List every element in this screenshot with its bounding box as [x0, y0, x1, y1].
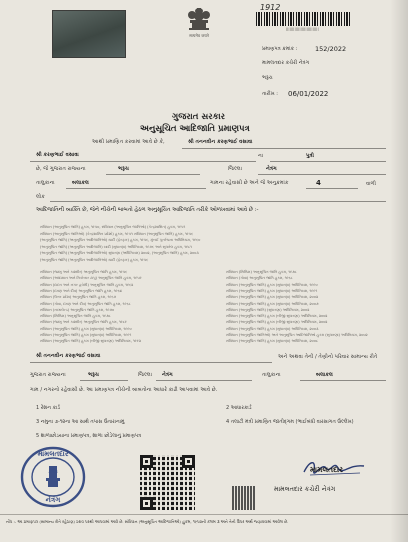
state-text: છે, જે ગુજરાત રાજ્યના: [36, 166, 86, 172]
order-item: સંવિધાન (દમણ અને દીવ) અનુસૂચિત જાતિ હુકમ, ૧૯૬૪: [40, 288, 122, 293]
barcode: [256, 12, 352, 26]
date-label: તારીખ :: [262, 91, 278, 97]
order-item: સંવિધાન (દાદરા અને નગર હવેલી) અનુસૂચિત જાતિ હુકમ, ૧૯૬૨: [40, 282, 134, 287]
taluka-value: બલાકલ: [72, 180, 89, 186]
list-intro: આદિજાતિની વ્યક્તિ છે, જેને નીચેની બાબતો હેઠળ અનુસૂચિત આદિજાતિ તરીકે ઓળખવામાં આવે છે :-: [36, 207, 259, 213]
residence-district-2: નેત્રંગ: [162, 372, 173, 378]
certificate-title: અનુસૂચિત આદિજાતિ પ્રમાણપત્ર: [140, 124, 250, 134]
order-item: સંવિધાન (ગોવા, દમણ અને દીવ) અનુસૂચિત જાતિ હુકમ, ૧૯૬૮: [40, 301, 131, 306]
residence-district: ભરૂચ: [88, 372, 100, 378]
father-name: શ્રી કરણભાઈ વસાવા: [36, 152, 79, 158]
order-item: સંવિધાન (અનુસૂચિત જાતિઓ) અને અનુસૂચિત આદિજાતિઓ હુકમ (સુધારણા) અધિનિયમ, ૨૦૦૨: [226, 333, 368, 337]
order-item: સંવિધાન (અનુસૂચિત જાતિ) હુકમ (બીજી સુધારણા) અધિનિયમ, ૧૯૯૨: [40, 339, 141, 344]
doc-item-3: 3 નમુના ૭-૧૨ના આ સાથે તપાસ ઉતારાનામું: [36, 419, 125, 425]
svg-text:सत्यमेव जयते: सत्यमेव जयते: [189, 33, 209, 38]
verification-qr-code: [140, 455, 195, 510]
residence-district-label: જિલ્લા: [138, 372, 152, 378]
order-item: સંવિધાન (અનુસૂચિત જાતિ) હુકમ (સુધારણા) અધિનિયમ, ૧૯૯૦: [226, 282, 318, 287]
official-stamp-icon: [20, 446, 86, 508]
village-text: ગામના રહેવાસી છે અને જે અનુક્રમાંક: [210, 180, 289, 186]
jati-text: વાળી: [366, 181, 377, 187]
order-item: સંવિધાન (અનુસૂચિત જાતિ) હુકમ, ૧૯૫૦, સંવિધાન (અનુસૂચિત જાતિઓ) (કેન્દ્રશાસિત) હુકમ, ૧૯૫૧: [40, 225, 186, 229]
doc-item-2: 2 આધારકાર્ડ: [226, 405, 252, 411]
order-item: સંવિધાન (સિક્કિમ) અનુસૂચિત જાતિ હુકમ, ૧૯૭૮: [40, 314, 111, 319]
order-item: સંવિધાન (જમ્મુ અને કાશ્મીર) અનુસૂચિત જાતિ હુકમ, ૧૯૮૯: [40, 320, 127, 325]
signatory-office: મામલતદાર કચેરી નેત્રંગ: [274, 485, 336, 493]
order-item: સંવિધાન (અનુસૂચિત જાતિ) હુકમ (સુધારણા) અધિનિયમ, ૨૦૦૩: [226, 326, 319, 331]
order-item: સંવિધાન (અનુસૂચિત જાતિ) હુકમ (બીજી સુધારણા) અધિનિયમ, ૨૦૦૨: [226, 320, 328, 325]
stamp-bottom-text: નેત્રંગ: [45, 496, 61, 504]
cert-no-label: પ્રમાણપત્ર ક્રમાંક :: [262, 46, 298, 52]
district-value: ભરૂચ: [118, 166, 130, 172]
residence-name: શ્રી તનનવીન કરણભાઈ વસાવા: [36, 353, 101, 359]
order-item: સંવિધાન (ગોવા) અનુસૂચિત જાતિ હુકમ, ૧૯૬૮: [226, 276, 293, 281]
residence-state: ગુજરાત રાજ્યના: [30, 372, 66, 378]
order-item: સંવિધાન (નાગાલેન્ડ) અનુસૂચિત જાતિ હુકમ, ૧૯૭૦: [40, 307, 115, 312]
order-item: સંવિધાન (સિક્કિમ) અનુસૂચિત જાતિ હુકમ, ૧૯૭૮: [226, 270, 297, 274]
footer-note: નોંધ :- આ પ્રમાણપત્ર (સામાન્ય રીતે રહેઠાણ) ઠરાવ પરથી આપવામાં આવે છે. સંવિધાન (અનુસૂચિત આદિજાતિઓ) હુકમ, ૧૯૫૦ની કલમ ૩ અને તેની ઉપર અર્થ જણાવવામાં આવેલ છે.: [6, 519, 289, 524]
signatory-designation: મામલતદાર: [310, 465, 343, 474]
relation-value: પુત્રી: [306, 153, 315, 159]
order-item: સંવિધાન (અનુસૂચિત જાતિ) હુકમ (સુધારણા) અધિનિયમ, ૨૦૦૮: [226, 339, 318, 344]
place: ભરૂચ: [262, 75, 273, 81]
serial-no: 4: [316, 179, 321, 187]
stamp-mid-text: કચેરી: [48, 469, 58, 474]
residence-taluka-label: તાલુકાના: [262, 372, 281, 378]
order-item: (અનુસૂચિત જાતિ) (અનુસૂચિત આદિજાતિઓ) યાદી (ફેરફાર) હુકમ, ૧૯૫૬, મુંબઈ પુનર્રચના અધિનિયમ, ૧૯૬૦: [40, 238, 201, 242]
barcode-digits: |||||||||||||||||||||||||||: [286, 27, 319, 31]
applicant-photo: [52, 10, 126, 58]
residence-text-2: ગામ / નગરનો રહેવાસી છે. આ પ્રમાણપત્ર નીચેની બાબતોના આધારે કાઢી આપવામાં આવે છે.: [30, 387, 218, 393]
lok-text: લોક: [36, 194, 45, 200]
secondary-qr-code: [232, 486, 256, 510]
doc-item-1: 1 રેશન કાર્ડ: [36, 405, 61, 411]
order-item: સંવિધાન (આંદામાન અને નિકોબાર ટાપુ) અનુસૂચિત જાતિ હુકમ, ૧૯૫૯: [40, 276, 142, 281]
taluka-label: તાલુકાના: [36, 180, 55, 186]
issuer-line: મામલતદાર કચેરી નેત્રંગ: [262, 60, 310, 66]
order-item: સંવિધાન (અનુસૂચિત જાતિ) (સુધારણા) અધિનિયમ, ૨૦૦૨: [226, 307, 310, 312]
national-emblem-icon: [186, 6, 212, 44]
doc-item-5: 5 શાળાછોડયાના પ્રમાણપત્ર, શાળા છોડેલાનું પ્રમાણપત્ર: [36, 433, 142, 439]
order-item: (અનુસૂચિત જાતિ) (અનુસૂચિત આદિજાતિઓ) સુધારણા (અધિનિયમ) ૨૦૦૨, (અનુસૂચિત જાતિ) હુકમ, ૨૦૦૩: [40, 251, 199, 255]
residence-taluka: બલાકલ: [316, 372, 333, 378]
order-item: સંવિધાન (અનુસૂચિત જાતિ) હુકમ (સુધારણા) અધિનિયમ, ૧૯૯૧: [226, 288, 318, 293]
district-2-value: નેત્રંગ: [266, 166, 277, 172]
order-item: સંવિધાન (જમ્મુ અને કાશ્મીર) અનુસૂચિત જાતિ હુકમ, ૧૯૫૬: [40, 270, 128, 274]
govt-title: ગુજરાત સરકાર: [172, 112, 226, 122]
order-item: સંવિધાન (અનુસૂચિત જાતિ) હુકમ (સુધારણા) અધિનિયમ, ૧૯૯૦: [40, 326, 132, 331]
doc-item-4: 4 તલાટી મંત્રી પ્રમાણિત જાતીદ્ગમ (ભાઈબંધી વારસાગત ઉલ્લેખ): [226, 419, 354, 425]
order-item: સંવિધાન (ઉત્તર પ્રદેશ) અનુસૂચિત જાતિ હુકમ, ૧૯૬૭: [40, 295, 117, 300]
issue-date: 06/01/2022: [288, 90, 329, 98]
residence-text-1: અને અથવા તેની / તેણીનો પરિવાર સામાન્ય રીતે: [278, 354, 378, 360]
cert-no: 152/2022: [315, 45, 347, 53]
intro-text: આથી પ્રમાણિત કરવામાં આવે છે કે,: [92, 139, 165, 145]
order-item: સંવિધાન (અનુસૂચિત જાતિ) હુકમ (સુધારણા) અધિનિયમ, ૨૦૦૨: [226, 295, 319, 300]
person-name: શ્રી તનનવીન કરણભાઈ વસાવા: [188, 139, 253, 145]
stamp-top-text: મામલતદાર: [37, 450, 69, 458]
order-item: સંવિધાન (અનુસૂચિત જાતિ) હુકમ (બીજી સુધારણા) અધિનિયમ, ૨૦૦૨: [226, 314, 328, 319]
order-item: સંવિધાન (અનુસૂચિત જાતિ) હુકમ (સુધારણા) અધિનિયમ, ૨૦૦૭: [226, 301, 319, 306]
relation-label: ના: [258, 153, 264, 159]
order-item: (અનુસૂચિત જાતિ) (અનુસૂચિત આદિજાતિ) યાદી (સુધારણા) અધિનિયમ, ૧૯૭૬ અને સુધારેલ હુકમ, ૧૯૮૧: [40, 244, 192, 249]
order-item: (અનુસૂચિત જાતિ) (અનુસૂચિત આદિજાતિઓ) યાદી (ફેરફાર) હુકમ, ૧૯૫૬: [40, 257, 149, 262]
district-label: જિલ્લા: [228, 166, 242, 172]
order-item: સંવિધાન (અનુસૂચિત જાતિ) હુકમ (સુધારણા) અધિનિયમ, ૧૯૯૧: [40, 333, 132, 337]
handwritten-number: 1912: [260, 3, 281, 12]
order-item: સંવિધાન (અનુસૂચિત જાતિઓ) (કેન્દ્રશાસિત પ્રદેશો) હુકમ, ૧૯૫૧ સંવિધાન (અનુસૂચિત જાતિ) હુકમ, ૧૯૫૬: [40, 231, 194, 236]
